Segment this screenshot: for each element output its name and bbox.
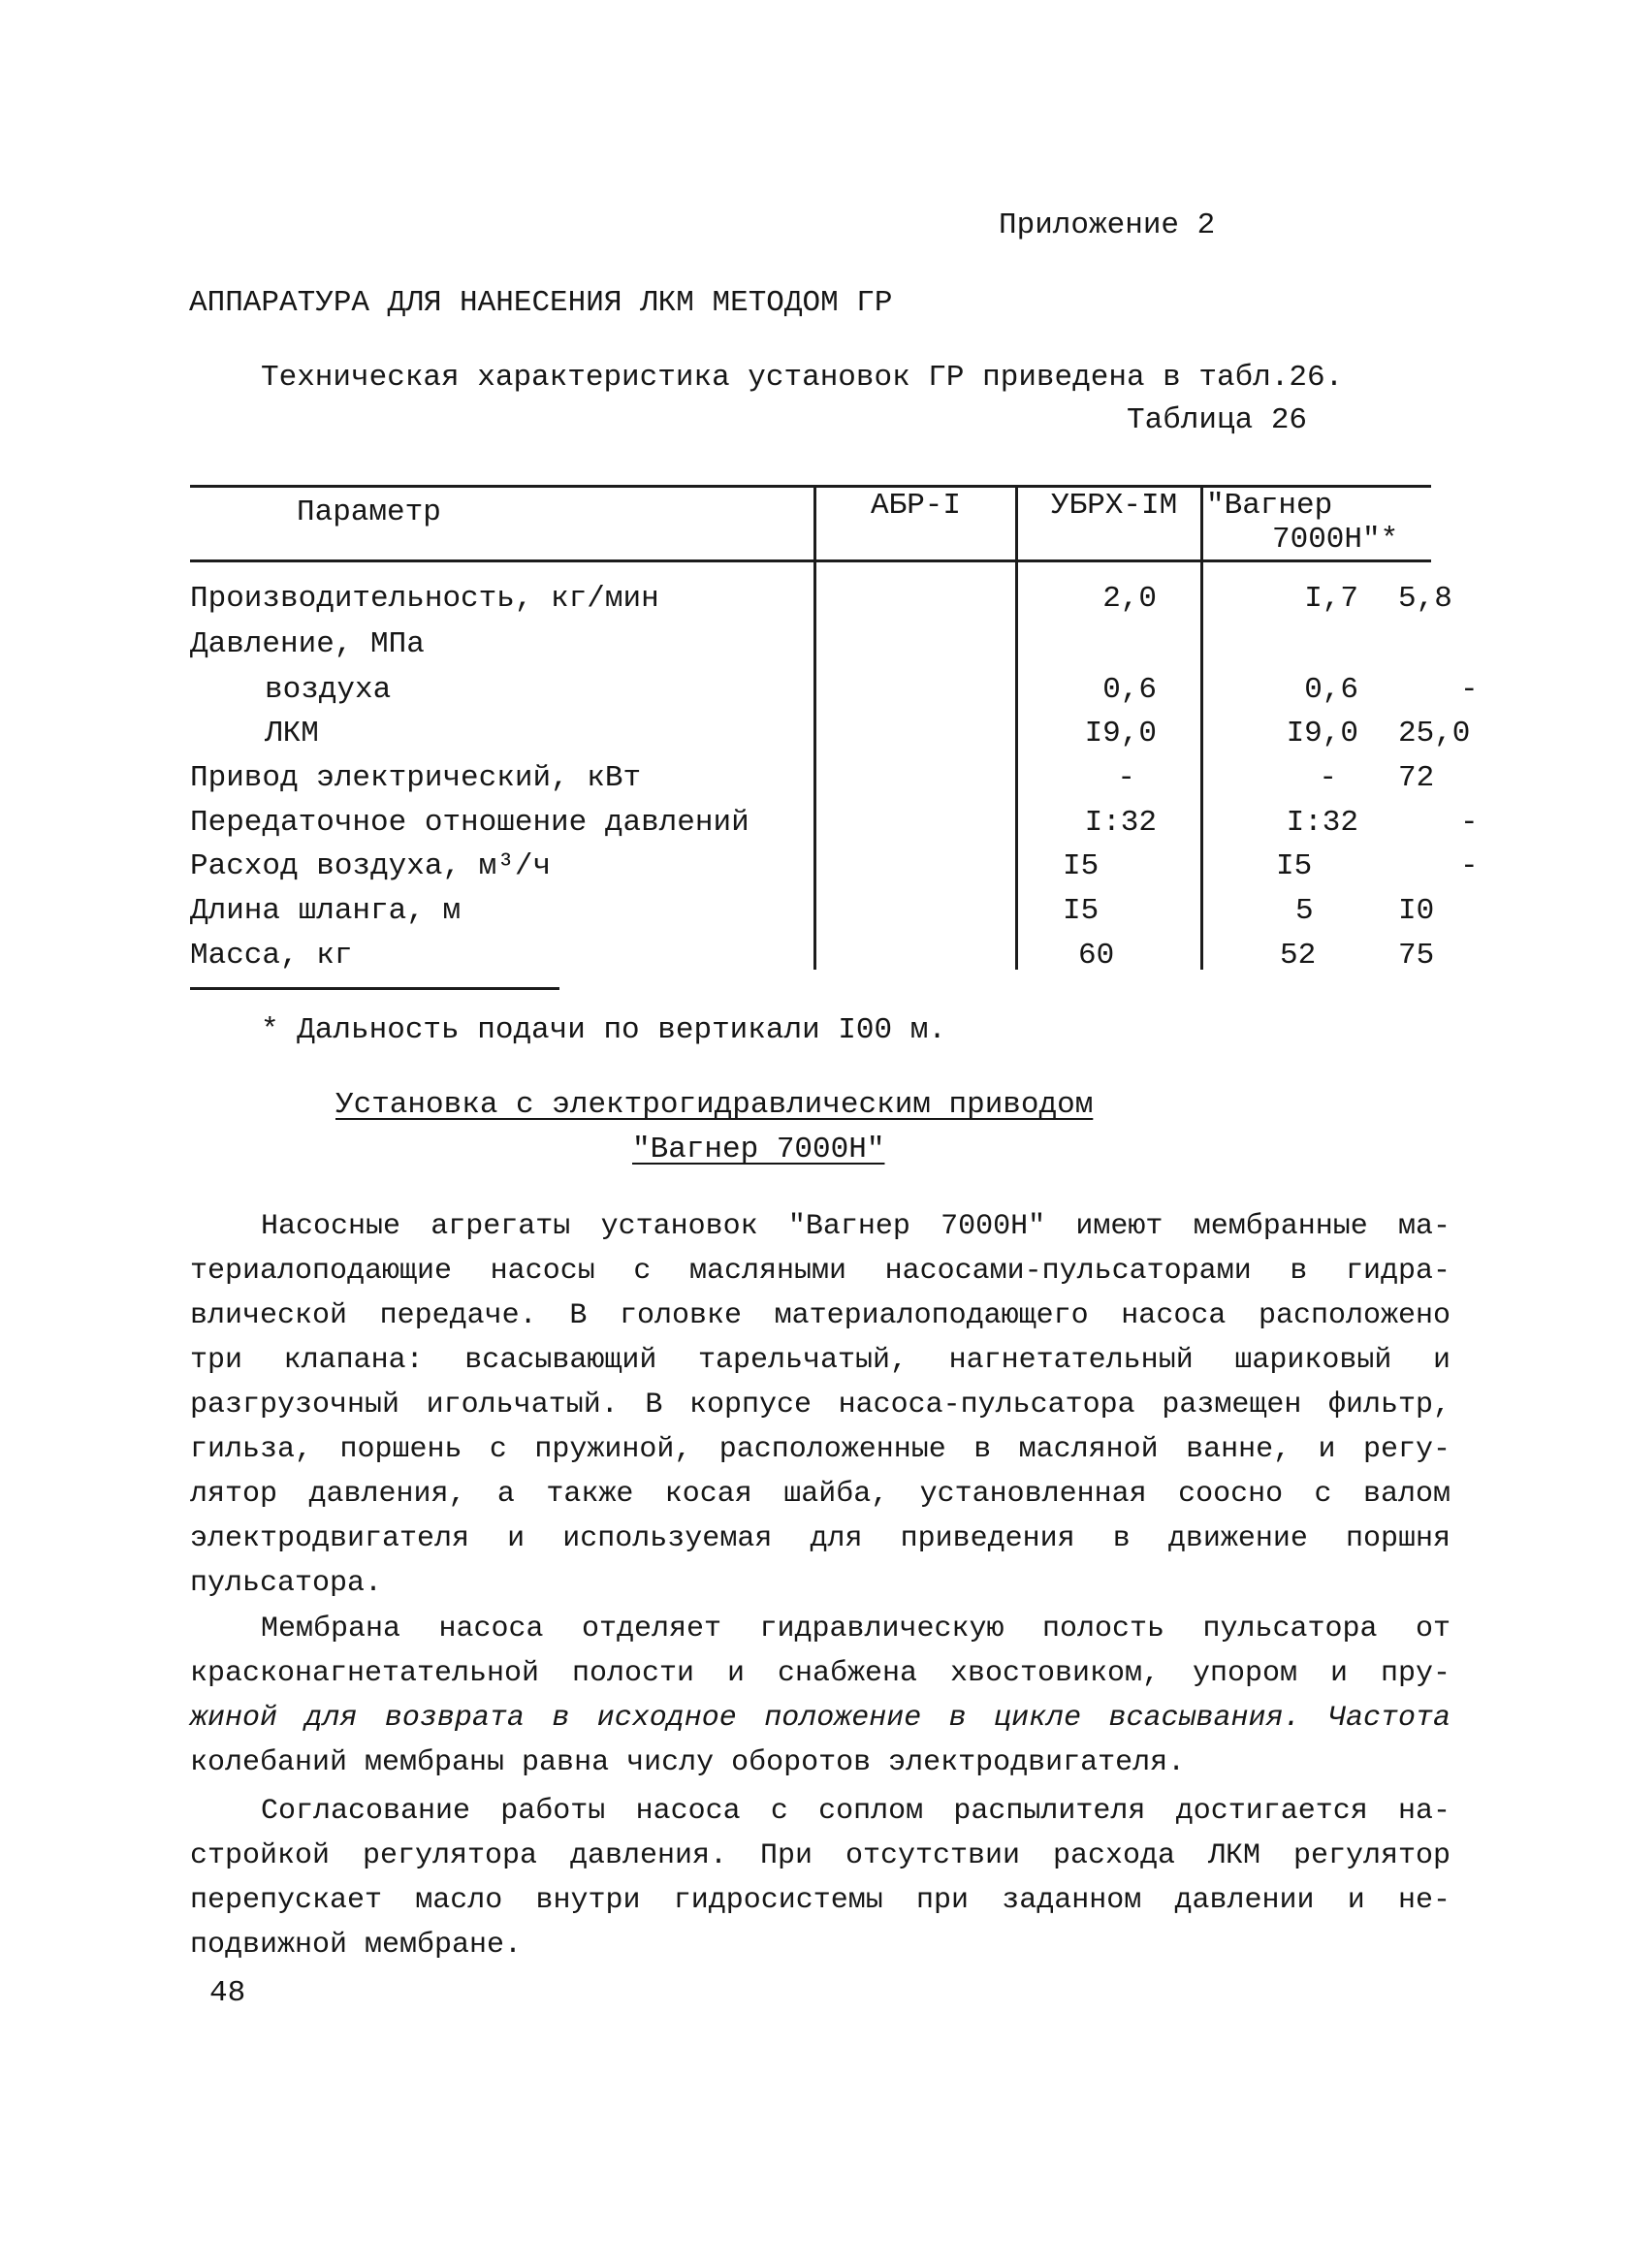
cell-abr: I9,0	[1084, 717, 1157, 751]
table-row	[190, 756, 1435, 801]
table-row	[190, 577, 1452, 622]
cell-wagner: 72	[1398, 761, 1435, 795]
cell-abr: 0,6	[1102, 673, 1157, 707]
text-line: три клапана: всасывающий тарельчатый, нагнетательный шариковый и	[190, 1344, 1451, 1377]
row-param: Передаточное отношение давлений	[190, 806, 749, 840]
text-line: стройкой регулятора давления. При отсутствии расхода ЛКМ регулятор	[190, 1839, 1451, 1872]
subsection-title-line1: Установка с электрогидравлическим приводом	[335, 1088, 1094, 1122]
table-row	[190, 889, 1435, 934]
footnote-rule	[190, 987, 559, 990]
cell-ubrkh: I:32	[1286, 806, 1358, 840]
text-line: лятор давления, а также косая шайба, установленная соосно с валом	[190, 1478, 1451, 1511]
row-param: Привод электрический, кВт	[190, 761, 642, 795]
cell-wagner: 75	[1398, 939, 1435, 973]
cell-ubrkh: I,7	[1304, 582, 1358, 616]
cell-ubrkh: -	[1319, 761, 1337, 795]
text-line: красконагнетательной полости и снабжена хвостовиком, упором и пру-	[190, 1657, 1451, 1690]
text-line: разгрузочный игольчатый. В корпусе насоса-пульсатора размещен фильтр,	[190, 1389, 1451, 1421]
text-line: Мембрана насоса отделяет гидравлическую полость пульсатора от	[261, 1613, 1451, 1645]
table-row	[190, 845, 1479, 889]
header-parameter: Параметр	[297, 495, 441, 529]
cell-abr: I5	[1063, 849, 1100, 883]
intro-text: Техническая характеристика установок ГР приведена в табл.26.	[261, 361, 1344, 395]
header-ubrkh: УБРХ-IМ	[1051, 489, 1178, 523]
cell-wagner: -	[1460, 849, 1479, 883]
cell-ubrkh: I5	[1276, 849, 1313, 883]
cell-abr: 60	[1078, 939, 1115, 973]
text-line: перепускает масло внутри гидросистемы при заданном давлении и не-	[190, 1884, 1451, 1917]
text-line: жиной для возврата в исходное положение в цикле всасывания. Частота	[190, 1702, 1451, 1735]
table-row	[190, 712, 1471, 756]
cell-abr: 2,0	[1102, 582, 1157, 616]
subsection-title-line2: "Вагнер 7000Н"	[632, 1133, 885, 1166]
row-param: воздуха	[265, 673, 392, 707]
cell-ubrkh: 5	[1295, 894, 1314, 928]
header-wagner-line2: 7000Н"*	[1272, 523, 1399, 557]
text-line: териалоподающие насосы с масляными насосами-пульсаторами в гидра-	[190, 1255, 1451, 1288]
text-line: пульсатора.	[190, 1567, 383, 1600]
cell-wagner: 25,0	[1398, 717, 1471, 751]
text-line: электродвигателя и используемая для приведения в движение поршня	[190, 1522, 1451, 1555]
table-label: Таблица 26	[1127, 403, 1308, 437]
table-row	[190, 668, 1479, 713]
header-wagner-line1: "Вагнер	[1206, 489, 1333, 523]
text-line: Насосные агрегаты установок "Вагнер 7000Н" имеют мембранные ма-	[261, 1210, 1451, 1243]
appendix-label: Приложение 2	[999, 208, 1216, 242]
row-param: ЛКМ	[265, 717, 319, 751]
table-row	[190, 801, 1479, 846]
text-line: Согласование работы насоса с соплом распылителя достигается на-	[261, 1795, 1451, 1828]
table-row	[190, 623, 1431, 667]
cell-ubrkh: 52	[1280, 939, 1317, 973]
footnote: * Дальность подачи по вертикали I00 м.	[261, 1013, 946, 1047]
text-line: подвижной мембране.	[190, 1929, 523, 1962]
section-title: АППАРАТУРА ДЛЯ НАНЕСЕНИЯ ЛКМ МЕТОДОМ ГР	[189, 286, 893, 320]
row-param: Производительность, кг/мин	[190, 582, 659, 616]
header-abr: АБР-I	[871, 489, 962, 523]
row-param: Длина шланга, м	[190, 894, 462, 928]
cell-wagner: 5,8	[1398, 582, 1452, 616]
page-number: 48	[209, 1976, 246, 2010]
cell-abr: I5	[1063, 894, 1100, 928]
row-param: Расход воздуха, м³/ч	[190, 849, 552, 883]
cell-abr: -	[1117, 761, 1135, 795]
cell-wagner: I0	[1398, 894, 1435, 928]
cell-ubrkh: I9,0	[1286, 717, 1358, 751]
cell-wagner: -	[1460, 673, 1479, 707]
row-param: Давление, МПа	[190, 627, 425, 661]
cell-ubrkh: 0,6	[1304, 673, 1358, 707]
table-header-rule	[190, 559, 1431, 562]
cell-abr: I:32	[1084, 806, 1157, 840]
text-line: колебаний мембраны равна числу оборотов электродвигателя.	[190, 1746, 1186, 1779]
cell-wagner: -	[1460, 806, 1479, 840]
row-param: Масса, кг	[190, 939, 353, 973]
text-line: гильза, поршень с пружиной, расположенные в масляной ванне, и регу-	[190, 1433, 1451, 1466]
text-line: влической передаче. В головке материалоподающего насоса расположено	[190, 1299, 1451, 1332]
table-row	[190, 934, 1435, 978]
table-top-rule	[190, 485, 1431, 488]
